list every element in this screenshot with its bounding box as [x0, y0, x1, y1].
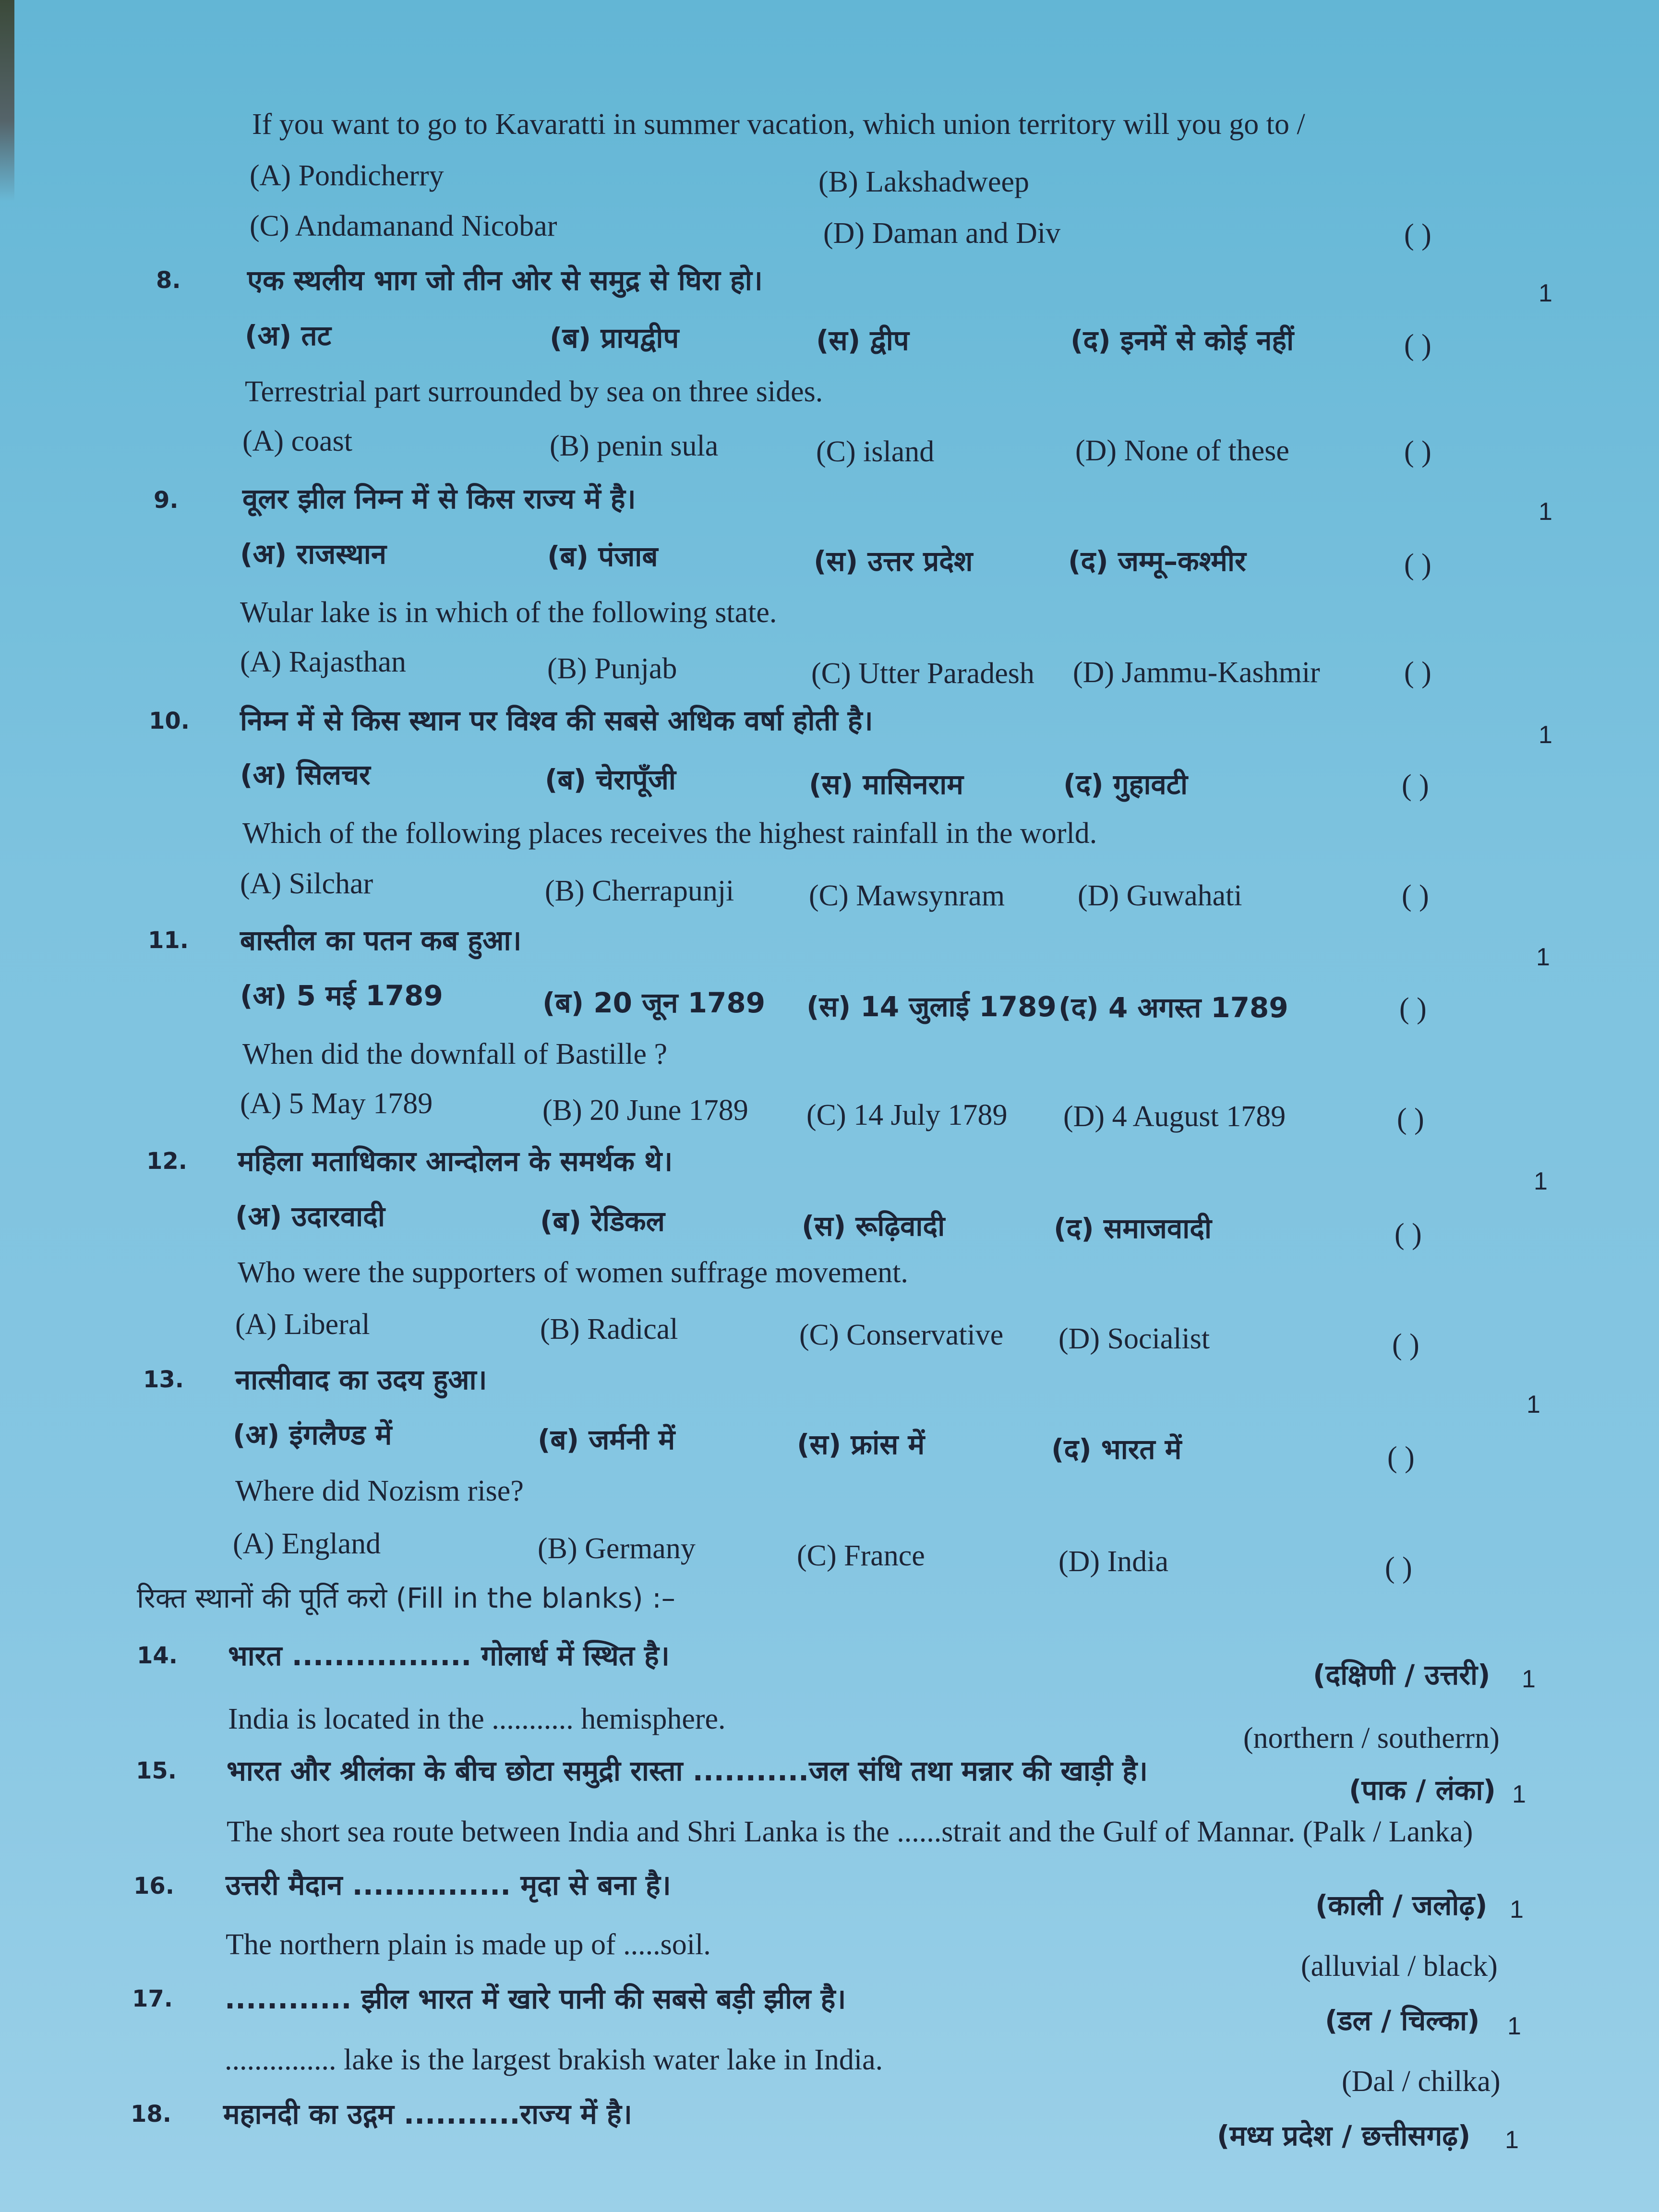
question-10-option-hi-b: (ब) चेरापूँजी [545, 763, 676, 796]
question-18-choices-hindi: (मध्य प्रदेश / छत्तीसगढ़) [1217, 2119, 1471, 2152]
question-8-hindi: एक स्थलीय भाग जो तीन ओर से समुद्र से घिरा हो। [247, 264, 763, 297]
question-7-option-a: (A) Pondicherry [250, 159, 444, 192]
question-10-option-hi-a: (अ) सिलचर [240, 758, 371, 791]
question-8-option-hi-a: (अ) तट [245, 319, 331, 352]
question-13-option-a: (A) England [233, 1527, 381, 1560]
question-16-choices-english: (alluvial / black) [1301, 1950, 1498, 1983]
question-11-hindi: बास्तील का पतन कब हुआ। [240, 924, 522, 957]
question-11-option-a: (A) 5 May 1789 [240, 1087, 433, 1120]
question-12-english: Who were the supporters of women suffrage movement. [238, 1256, 908, 1289]
question-13-option-d: (D) India [1058, 1545, 1168, 1578]
answer-box-12-en[interactable]: ( ) [1392, 1328, 1419, 1361]
question-12-option-hi-a: (अ) उदारवादी [235, 1200, 385, 1233]
question-12-option-d: (D) Socialist [1058, 1322, 1210, 1355]
question-9-option-hi-b: (ब) पंजाब [547, 540, 658, 573]
question-9-option-b: (B) Punjab [547, 652, 677, 685]
question-9-option-a: (A) Rajasthan [240, 646, 407, 678]
question-12-number: 12. [146, 1148, 188, 1175]
question-9-option-hi-d: (द) जम्मू–कश्मीर [1068, 545, 1246, 577]
question-8-option-a: (A) coast [242, 425, 352, 457]
question-16-hindi: उत्तरी मैदान ............... मृदा से बना है। [226, 1869, 671, 1901]
answer-box-8-en[interactable]: ( ) [1404, 435, 1431, 468]
question-13-option-hi-d: (द) भारत में [1051, 1433, 1182, 1466]
question-15-english: The short sea route between India and Shri Lanka is the ......strait and the Gulf of Mannar. (Palk / Lanka) [227, 1815, 1473, 1848]
question-15-number: 15. [136, 1757, 177, 1784]
question-12-marks: 1 [1534, 1167, 1548, 1195]
question-9-marks: 1 [1539, 498, 1552, 526]
question-11-option-c: (C) 14 July 1789 [806, 1099, 1008, 1131]
question-12-option-b: (B) Radical [540, 1313, 678, 1346]
answer-box-11-en[interactable]: ( ) [1397, 1103, 1424, 1135]
question-8-english: Terrestrial part surrounded by sea on three sides. [245, 375, 823, 408]
question-16-number: 16. [133, 1873, 175, 1899]
question-10-option-hi-c: (स) मासिनराम [809, 768, 963, 801]
question-17-choices-english: (Dal / chilka) [1342, 2065, 1501, 2098]
question-9-number: 9. [154, 487, 179, 514]
question-8-option-c: (C) island [816, 435, 935, 468]
question-9-option-d: (D) Jammu-Kashmir [1073, 656, 1320, 689]
question-10-marks: 1 [1539, 721, 1552, 749]
question-13-option-b: (B) Germany [538, 1532, 696, 1565]
answer-box-9[interactable]: ( ) [1404, 548, 1431, 581]
question-10-hindi: निम्न में से किस स्थान पर विश्व की सबसे अधिक वर्षा होती है। [240, 704, 873, 737]
question-8-option-d: (D) None of these [1075, 434, 1289, 467]
question-11-option-d: (D) 4 August 1789 [1063, 1100, 1286, 1133]
question-12-hindi: महिला मताधिकार आन्दोलन के समर्थक थे। [238, 1145, 673, 1178]
question-12-option-c: (C) Conservative [799, 1319, 1004, 1351]
question-14-number: 14. [137, 1642, 178, 1669]
question-13-option-c: (C) France [797, 1539, 925, 1572]
question-9-option-hi-a: (अ) राजस्थान [240, 538, 386, 570]
question-12-option-hi-b: (ब) रेडिकल [540, 1205, 665, 1238]
question-8-marks: 1 [1539, 279, 1552, 307]
question-13-number: 13. [143, 1366, 184, 1393]
question-13-marks: 1 [1527, 1391, 1540, 1419]
question-14-choices-hindi: (दक्षिणी / उत्तरी) [1313, 1659, 1491, 1691]
answer-box-7[interactable]: ( ) [1404, 218, 1431, 251]
question-11-option-hi-c: (स) 14 जुलाई 1789 [806, 990, 1057, 1023]
question-18-hindi: महानदी का उद्गम ...........राज्य में है। [223, 2098, 632, 2130]
question-18-number: 18. [131, 2101, 172, 2128]
section-heading-fill-blanks: रिक्त स्थानों की पूर्ति करो (Fill in the blanks) :– [137, 1582, 675, 1614]
question-13-hindi: नात्सीवाद का उदय हुआ। [235, 1363, 487, 1396]
question-7-option-c: (C) Andamanand Nicobar [250, 210, 557, 242]
answer-box-9-en[interactable]: ( ) [1404, 656, 1431, 689]
question-14-marks: 1 [1522, 1665, 1536, 1693]
question-10-option-b: (B) Cherrapunji [545, 875, 734, 907]
question-12-option-hi-d: (द) समाजवादी [1054, 1212, 1212, 1245]
answer-box-11[interactable]: ( ) [1399, 992, 1427, 1025]
question-14-choices-english: (northern / southerrn) [1243, 1722, 1500, 1755]
question-15-hindi: भारत और श्रीलंका के बीच छोटा समुद्री रास्ता ...........जल संधि तथा मन्नार की खाड़ी है। [227, 1755, 1148, 1787]
question-15-marks: 1 [1512, 1780, 1526, 1808]
question-10-option-c: (C) Mawsynram [809, 879, 1005, 912]
question-8-option-hi-d: (द) इनमें से कोई नहीं [1070, 324, 1294, 357]
question-8-number: 8. [156, 267, 181, 294]
question-16-choices-hindi: (काली / जलोढ़) [1315, 1889, 1488, 1922]
question-13-option-hi-b: (ब) जर्मनी में [538, 1423, 675, 1456]
question-10-number: 10. [149, 708, 190, 734]
question-10-english: Which of the following places receives the highest rainfall in the world. [242, 817, 1097, 850]
question-12-option-hi-c: (स) रूढ़िवादी [802, 1210, 945, 1242]
question-9-option-c: (C) Utter Paradesh [811, 657, 1034, 690]
answer-box-13[interactable]: ( ) [1387, 1441, 1415, 1474]
question-16-marks: 1 [1510, 1896, 1524, 1923]
question-11-marks: 1 [1536, 943, 1550, 971]
question-11-option-hi-a: (अ) 5 मई 1789 [240, 979, 443, 1012]
question-17-hindi: ............ झील भारत में खारे पानी की सबसे बड़ी झील है। [225, 1983, 846, 2015]
question-13-option-hi-a: (अ) इंगलैण्ड में [233, 1419, 392, 1451]
answer-box-8[interactable]: ( ) [1404, 329, 1431, 361]
question-9-english: Wular lake is in which of the following state. [240, 596, 777, 629]
question-14-english: India is located in the ........... hemisphere. [228, 1703, 726, 1735]
question-13-english: Where did Nozism rise? [235, 1475, 524, 1507]
question-17-marks: 1 [1507, 2012, 1521, 2040]
question-11-number: 11. [148, 927, 189, 954]
question-9-hindi: वूलर झील निम्न में से किस राज्य में है। [242, 482, 636, 515]
question-9-option-hi-c: (स) उत्तर प्रदेश [814, 545, 973, 577]
answer-box-10-en[interactable]: ( ) [1402, 879, 1429, 912]
question-18-marks: 1 [1505, 2126, 1519, 2154]
question-7-english: If you want to go to Kavaratti in summer vacation, which union territory will you go to / [252, 108, 1305, 141]
question-8-option-hi-c: (स) द्वीप [816, 324, 909, 357]
answer-box-12[interactable]: ( ) [1395, 1218, 1422, 1250]
question-7-option-b: (B) Lakshadweep [818, 166, 1029, 198]
question-13-option-hi-c: (स) फ्रांस में [797, 1428, 925, 1461]
question-10-option-a: (A) Silchar [240, 867, 373, 900]
question-8-option-b: (B) penin sula [550, 430, 719, 462]
question-12-option-a: (A) Liberal [235, 1308, 370, 1341]
question-7-option-d: (D) Daman and Div [823, 217, 1061, 250]
question-15-choices-hindi: (पाक / लंका) [1349, 1774, 1496, 1806]
answer-box-10[interactable]: ( ) [1402, 769, 1429, 802]
question-17-choices-hindi: (डल / चिल्का) [1325, 2004, 1480, 2037]
question-11-english: When did the downfall of Bastille ? [242, 1038, 667, 1070]
question-14-hindi: भारत ................. गोलार्ध में स्थित है। [228, 1639, 670, 1672]
question-10-option-d: (D) Guwahati [1078, 879, 1242, 912]
question-10-option-hi-d: (द) गुहावटी [1063, 768, 1188, 801]
question-16-english: The northern plain is made up of .....soil. [226, 1928, 711, 1961]
question-11-option-b: (B) 20 June 1789 [542, 1094, 748, 1127]
answer-box-13-en[interactable]: ( ) [1385, 1551, 1412, 1584]
question-11-option-hi-b: (ब) 20 जून 1789 [542, 986, 766, 1019]
question-11-option-hi-d: (द) 4 अगस्त 1789 [1058, 991, 1288, 1024]
question-8-option-hi-b: (ब) प्रायद्वीप [550, 322, 679, 354]
question-17-number: 17. [132, 1985, 173, 2012]
question-17-english: ............... lake is the largest brakish water lake in India. [225, 2044, 883, 2076]
